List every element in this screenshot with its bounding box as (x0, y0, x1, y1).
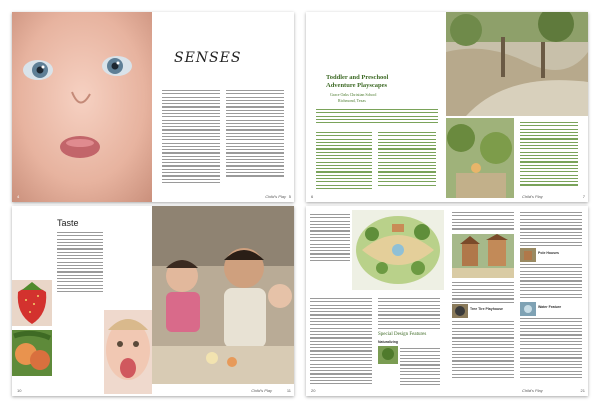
playground-path-photo (446, 12, 588, 116)
design-subhead-water: Water Feature (538, 305, 562, 309)
page-left-senses (12, 12, 152, 202)
page-number-right: 11 (286, 388, 291, 393)
design-text-right-col-5 (520, 264, 582, 300)
design-text-right-col-6 (520, 318, 582, 380)
pole-house-photo-small (520, 248, 536, 262)
footer-title: Child's Play (522, 194, 543, 199)
spread-toddler-playscapes (306, 12, 588, 202)
pole-houses-photo (452, 234, 514, 278)
page-left-taste (12, 206, 152, 396)
page-left-playscapes (306, 12, 446, 202)
child-tongue-photo (104, 310, 152, 394)
spread-design-features (306, 206, 588, 396)
playscapes-subtitle: Grace Oaks Christian School (330, 92, 377, 97)
page-right-taste (152, 206, 294, 396)
taste-text-column (57, 232, 103, 294)
senses-text-column-1 (162, 90, 220, 185)
design-text-right-col-3 (452, 282, 514, 305)
peaches-photo (12, 330, 52, 376)
senses-text-column-2 (226, 90, 284, 179)
design-text-left-col-2 (378, 298, 440, 331)
playscapes-title-line-1: Toddler and Preschool (326, 74, 389, 81)
playscapes-text-column-3 (520, 122, 578, 188)
playscapes-text-column-2 (378, 132, 436, 188)
site-plan-illustration (352, 210, 444, 290)
page-number-left: 4 (17, 194, 20, 199)
playscapes-text-column-1 (316, 132, 372, 191)
footer-title: Child's Play (251, 388, 272, 393)
playscapes-location: Richmond, Texas (338, 98, 366, 103)
page-right-design (446, 206, 588, 396)
design-text-right-col-4 (452, 321, 514, 380)
page-number-right: 5 (288, 194, 291, 199)
strawberry-photo (12, 280, 52, 326)
spread-senses (12, 12, 294, 202)
design-text-top-left (310, 214, 350, 263)
design-text-right-col-1 (452, 212, 514, 232)
playground-garden-photo (446, 118, 514, 198)
design-subhead-naturalizing: Naturalizing (378, 340, 399, 344)
page-number-right: 7 (582, 194, 585, 199)
page-left-design (306, 206, 446, 396)
spread-taste (12, 206, 294, 396)
senses-headline: SENSES (174, 50, 242, 66)
design-text-left-col-3 (310, 334, 372, 387)
page-number-left: 6 (311, 194, 314, 199)
page-right-senses (152, 12, 294, 202)
design-subhead-pole-houses: Pole Houses (538, 251, 560, 255)
design-text-right-col-2 (520, 212, 582, 248)
design-subhead-tree-tire: Tree Tire Playhouse (470, 307, 504, 311)
design-text-left-col-4 (400, 348, 440, 387)
tire-playhouse-photo (452, 304, 468, 318)
baby-face-photo (12, 12, 152, 202)
page-right-playscapes (446, 12, 588, 202)
children-snack-photo (152, 206, 294, 384)
page-number-right: 21 (580, 388, 585, 393)
page-number-left: 10 (17, 388, 22, 393)
water-feature-photo (520, 302, 536, 316)
footer-title: Child's Play (265, 194, 286, 199)
page-number-left: 20 (311, 388, 316, 393)
playscapes-title-line-2: Adventure Playscapes (326, 82, 388, 89)
taste-heading: Taste (57, 218, 79, 228)
tree-photo-small (378, 346, 398, 364)
playscapes-intro-text (316, 109, 438, 125)
design-section-heading: Special Design Features (378, 332, 427, 337)
footer-title: Child's Play (522, 388, 543, 393)
